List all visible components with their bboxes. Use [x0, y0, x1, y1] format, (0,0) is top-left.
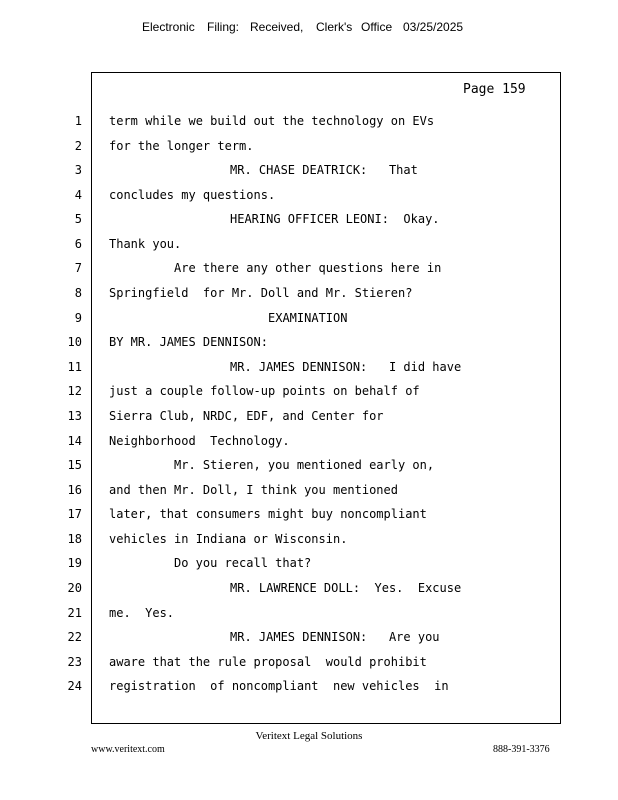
- line-number: 13: [67, 409, 82, 423]
- line-number: 23: [67, 655, 82, 669]
- line-number: 14: [67, 434, 82, 448]
- line-text: Are there any other questions here in: [174, 261, 442, 275]
- transcript-line: [0, 507, 618, 531]
- line-text: HEARING OFFICER LEONI: Okay.: [230, 212, 440, 226]
- line-number: 21: [67, 606, 82, 620]
- transcript-line: [0, 630, 618, 654]
- transcript-line: [0, 114, 618, 138]
- header-word: Electronic: [142, 20, 195, 34]
- page-number: Page 159: [463, 82, 526, 97]
- line-text: vehicles in Indiana or Wisconsin.: [109, 532, 348, 546]
- transcript-line: [0, 139, 618, 163]
- transcript-line: [0, 458, 618, 482]
- line-text: me. Yes.: [109, 606, 175, 620]
- line-number: 3: [74, 163, 82, 177]
- line-number: 8: [74, 286, 82, 300]
- line-number: 7: [74, 261, 82, 275]
- line-number: 11: [67, 360, 82, 374]
- header-word: Office: [361, 20, 393, 34]
- line-number: 24: [67, 679, 82, 693]
- line-text: for the longer term.: [109, 139, 254, 153]
- line-text: term while we build out the technology on EVs: [109, 114, 435, 128]
- line-number: 18: [67, 532, 82, 546]
- line-number: 16: [67, 483, 82, 497]
- line-text: MR. JAMES DENNISON: Are you: [230, 630, 440, 644]
- header-word: Clerk's: [316, 20, 353, 34]
- transcript-line: [0, 483, 618, 507]
- line-text: MR. CHASE DEATRICK: That: [230, 163, 418, 177]
- transcript-line: [0, 163, 618, 187]
- line-text: MR. LAWRENCE DOLL: Yes. Excuse: [230, 581, 462, 595]
- footer-phone: 888-391-3376: [493, 744, 550, 755]
- line-number: 12: [67, 384, 82, 398]
- line-text: Mr. Stieren, you mentioned early on,: [174, 458, 435, 472]
- transcript-line: [0, 532, 618, 556]
- line-text: aware that the rule proposal would prohibit: [109, 655, 427, 669]
- line-number: 5: [74, 212, 82, 226]
- line-text: registration of noncompliant new vehicles in: [109, 679, 449, 693]
- transcript-line: [0, 188, 618, 212]
- transcript-line: [0, 212, 618, 236]
- line-text: Do you recall that?: [174, 556, 312, 570]
- transcript-line: [0, 335, 618, 359]
- line-text: concludes my questions.: [109, 188, 276, 202]
- line-number: 6: [74, 237, 82, 251]
- line-text: Sierra Club, NRDC, EDF, and Center for: [109, 409, 384, 423]
- line-number: 20: [67, 581, 82, 595]
- transcript-line: [0, 286, 618, 310]
- transcript-line: [0, 679, 618, 703]
- transcript-line: [0, 556, 618, 580]
- line-number: 19: [67, 556, 82, 570]
- line-number: 2: [74, 139, 82, 153]
- header-word: Received,: [250, 20, 304, 34]
- transcript-line: [0, 311, 618, 335]
- line-text: Thank you.: [109, 237, 182, 251]
- line-number: 4: [74, 188, 82, 202]
- line-text: Neighborhood Technology.: [109, 434, 290, 448]
- transcript-line: [0, 360, 618, 384]
- transcript-line: [0, 237, 618, 261]
- line-number: 22: [67, 630, 82, 644]
- line-text: later, that consumers might buy noncompliant: [109, 507, 427, 521]
- transcript-line: [0, 409, 618, 433]
- line-number: 15: [67, 458, 82, 472]
- footer-company: Veritext Legal Solutions: [255, 730, 363, 742]
- footer-website: www.veritext.com: [91, 744, 165, 755]
- transcript-line: [0, 606, 618, 630]
- transcript-line: [0, 581, 618, 605]
- transcript-line: [0, 434, 618, 458]
- header-word: Filing:: [207, 20, 240, 34]
- line-text: and then Mr. Doll, I think you mentioned: [109, 483, 398, 497]
- line-text: just a couple follow-up points on behalf of: [109, 384, 420, 398]
- line-number: 10: [67, 335, 82, 349]
- line-text: Springfield for Mr. Doll and Mr. Stieren?: [109, 286, 413, 300]
- header-date: 03/25/2025: [403, 20, 464, 34]
- line-number: 1: [74, 114, 82, 128]
- line-text: MR. JAMES DENNISON: I did have: [230, 360, 462, 374]
- transcript-line: [0, 261, 618, 285]
- line-number: 17: [67, 507, 82, 521]
- line-text: EXAMINATION: [268, 311, 348, 325]
- line-text: BY MR. JAMES DENNISON:: [109, 335, 268, 349]
- transcript-line: [0, 655, 618, 679]
- line-number: 9: [74, 311, 82, 325]
- transcript-line: [0, 384, 618, 408]
